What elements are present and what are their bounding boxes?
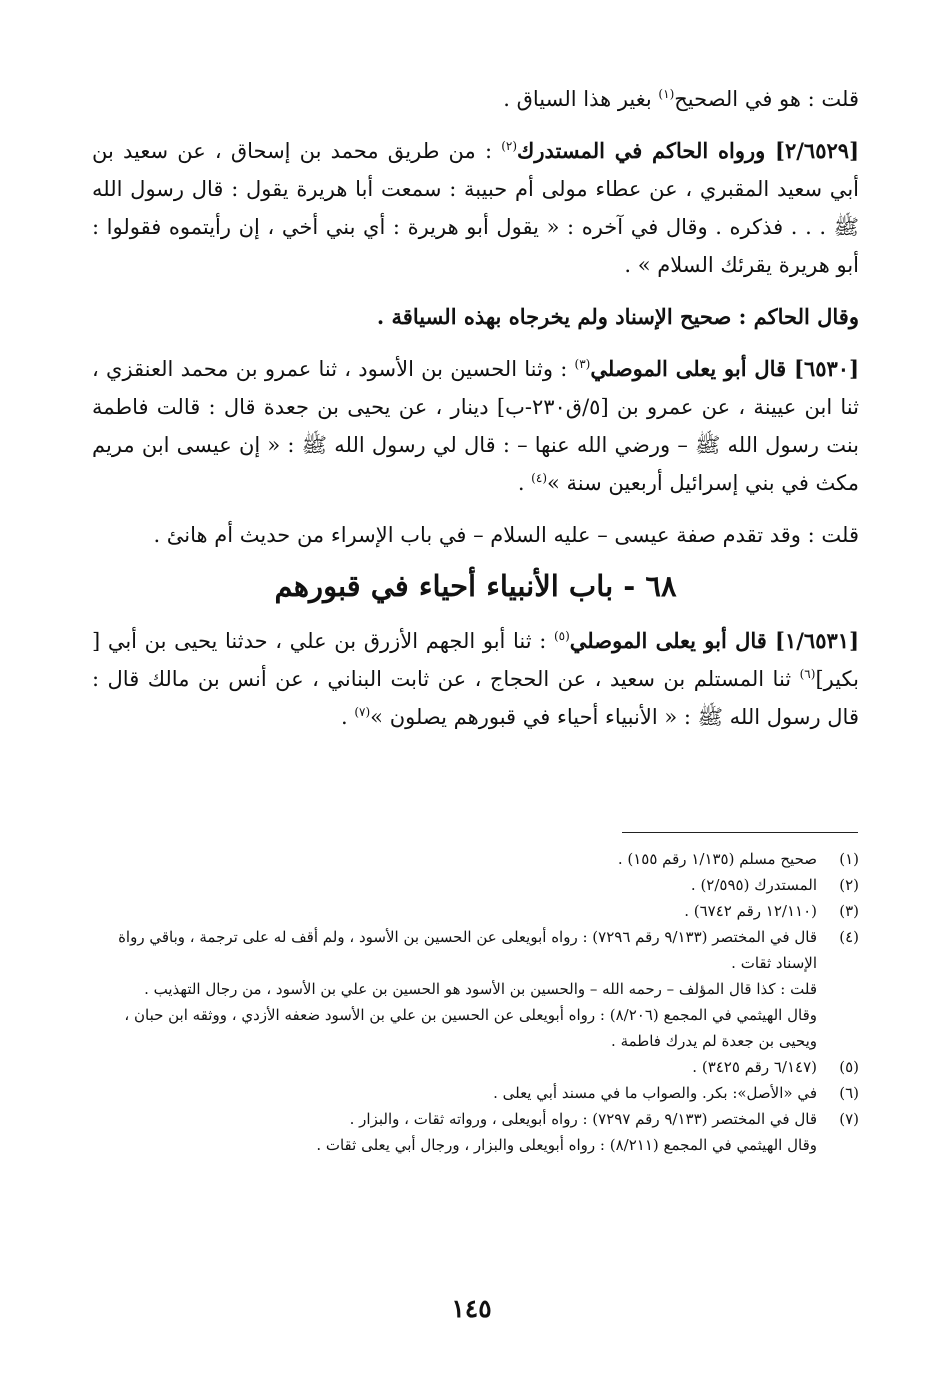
footnotes	[92, 846, 859, 1158]
hadith-text: : من طريق محمد بن إسحاق ، عن سعيد بن أبي سعيد المقبري ، عن عطاء مولى أم حبيبة : سمعت أبا هريرة يقول : قال رسول الله ﷺ . . . فذكره . وقال في آخره : « يقول أبو هريرة : أي بني أخي ، إن رأيتموه فقولوا : أبو هريرة يقرئك السلام » .	[92, 139, 859, 277]
footnote-ref-2: (٢)	[501, 139, 518, 153]
footnote-ref-1: (١)	[658, 87, 675, 101]
footnote-ref-7: (٧)	[354, 705, 371, 719]
footnote-continuation: قلت : كذا قال المؤلف – رحمه الله – والحسين بن الأسود هو الحسين بن علي بن الأسود ، من رجال التهذيب .	[144, 980, 817, 998]
footnote: (٢) المستدرك (٢/٥٩٥) .	[690, 876, 859, 894]
hakim-comment: وقال الحاكم : صحيح الإسناد ولم يخرجاه بهذه السياقة .	[376, 304, 859, 329]
footnote: (٤) قال في المختصر (٩/١٣٣ رقم ٧٢٩٦) : رواه أبويعلى عن الحسين بن الأسود ، ولم أقف له على ترجمة ، وباقي رواة الإسناد ثقات .	[118, 928, 859, 972]
hadith-source: ورواه الحاكم في المستدرك	[517, 138, 776, 163]
hadith-text: : وثنا الحسين بن الأسود ، ثنا عمرو بن محمد العنقزي ، ثنا ابن عيينة ، عن عمرو بن [٥/ق٢٣٠-ب] دينار ، عن يحيى بن جعدة قال : قالت فاطمة بنت رسول الله ﷺ – ورضي الله عنها – : قال لي رسول الله ﷺ : « إن عيسى ابن مريم مكث في بني إسرائيل أربعين سنة »	[92, 357, 859, 495]
hadith-number: [٦٥٣٠]	[794, 356, 859, 381]
hadith-source: قال أبو يعلى الموصلي	[569, 628, 776, 653]
main-text	[92, 80, 859, 736]
footnote-ref-6: (٦)	[799, 667, 816, 681]
hadith-source: قال أبو يعلى الموصلي	[590, 356, 794, 381]
paragraph-comment-2: قلت : وقد تقدم صفة عيسى – عليه السلام – في باب الإسراء من حديث أم هانئ .	[153, 523, 859, 547]
footnote: (٦) في «الأصل»: بكر. والصواب ما في مسند أبي يعلى .	[493, 1084, 859, 1102]
hadith-6531: [١/٦٥٣١] قال أبو يعلى الموصلي$^{(٥)}$ : ثنا أبو الجهم الأزرق بن علي ، حدثنا يحيى بن أبي [ بكير]$^{(٦)}$ ثنا المستلم بن سعيد ، عن الحجاج ، عن ثابت البناني ، عن أنس بن مالك قال : قال رسول الله ﷺ : « الأنبياء أحياء في قبورهم يصلون »$^{(٧)}$ .	[92, 628, 859, 729]
chapter-heading: ٦٨ - باب الأنبياء أحياء في قبورهم	[274, 569, 677, 603]
footnote: (٧) قال في المختصر (٩/١٣٣ رقم ٧٢٩٧) : رواه أبويعلى ، ورواته ثقات ، والبزار .	[349, 1110, 859, 1128]
footnote: (٥) (٦/١٤٧ رقم ٣٤٢٥) .	[692, 1058, 859, 1076]
footnote-ref-5: (٥)	[553, 629, 570, 643]
page-number: ١٤٥	[451, 1294, 492, 1323]
footnote-ref-4: (٤)	[531, 471, 547, 485]
hadith-number: [١/٦٥٣١]	[775, 628, 859, 653]
footnote-ref-3: (٣)	[574, 357, 591, 371]
footnote-divider	[622, 832, 858, 833]
footnote-continuation: وقال الهيثمي في المجمع (٨/٢١١) : رواه أبويعلى والبزار ، ورجال أبي يعلى ثقات .	[316, 1136, 817, 1154]
footnote-continuation: وقال الهيثمي في المجمع (٨/٢٠٦) : رواه أبويعلى عن الحسين بن علي بن الأسود ضعفه الأزدي ، ووثقه ابن حبان ، ويحيى بن جعدة لم يدرك فاطمة .	[124, 1006, 817, 1050]
hadith-6529	[92, 132, 859, 284]
hadith-6530: [٦٥٣٠] قال أبو يعلى الموصلي$^{(٣)}$ : وثنا الحسين بن الأسود ، ثنا عمرو بن محمد العنقزي ، ثنا ابن عيينة ، عن عمرو بن [٥/ق٢٣٠-ب] دينار ، عن يحيى بن جعدة قال : قالت فاطمة بنت رسول الله ﷺ – ورضي الله عنها – : قال لي رسول الله ﷺ : « إن عيسى ابن مريم مكث في بني إسرائيل أربعين سنة »$^{(٤)}$ .	[92, 356, 859, 495]
paragraph-comment-1: قلت : هو في الصحيح$^{(١)}$ بغير هذا السياق .	[503, 87, 859, 111]
footnote: (٣) (١٢/١١٠ رقم ٦٧٤٢) .	[684, 902, 859, 920]
hadith-number: [٢/٦٥٢٩]	[775, 138, 859, 163]
footnote: (١) صحيح مسلم (١/١٣٥ رقم ١٥٥) .	[617, 850, 859, 868]
